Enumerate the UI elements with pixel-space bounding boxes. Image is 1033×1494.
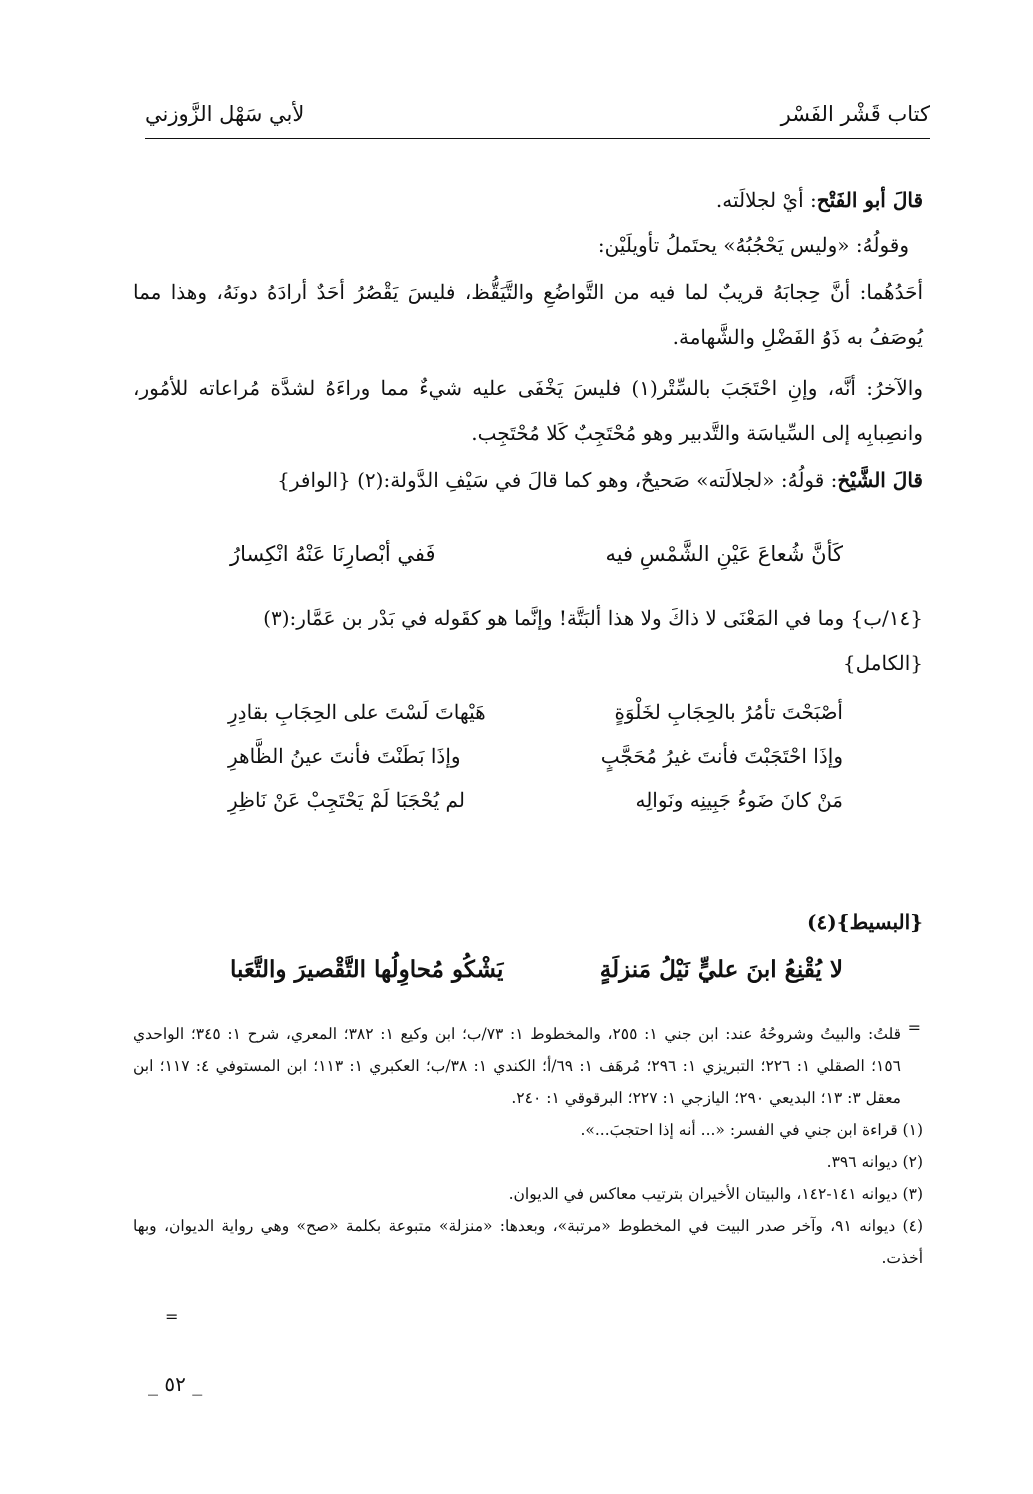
verse-2-line-3 xyxy=(0,788,1033,828)
verse-2-line-2 xyxy=(0,744,1033,784)
paragraph-3: أحَدُهُما: أنَّ حِجابَهُ قريبٌ لما فيه من التَّواضُعِ والتَّيَقُّظ، فليسَ يَقْصُرُ أحَدٌ أرادَهُ دونَهُ، وهذا مما يُوصَفُ به ذَوُ الفَضْلِ والشَّهامة. xyxy=(133,280,923,349)
verse-3-meter: {البسيط}(٤) xyxy=(807,910,923,934)
verse-2-line-2-right: وإذَا احْتَجَبْتَ فأنتَ غيرُ مُحَجَّبٍ xyxy=(600,744,843,768)
running-header xyxy=(145,98,930,139)
verse-2-line-1 xyxy=(0,700,1033,740)
verse-3-first-hemistich: لا يُقْنِعُ ابنَ عليٍّ نَيْلُ مَنزلَةٍ xyxy=(599,956,843,983)
paragraph-5-text: : قولُهُ: «لجلالَته» صَحيحٌ، وهو كما قالَ في سَيْفِ الدَّولة:(٢) {الوافر} xyxy=(277,468,838,492)
footnotes xyxy=(133,1018,923,1274)
verse-2-line-1-left: هَيْهاتَ لَسْتَ على الحِجَابِ بقادِرِ xyxy=(228,700,486,724)
speaker-label: قالَ أبو الفَتْح xyxy=(816,188,923,212)
paragraph-6-block xyxy=(133,596,923,686)
verse-1-first-hemistich: كَأنَّ شُعاعَ عَيْنِ الشَّمْسِ فيه xyxy=(605,542,843,566)
verse-2-line-1-right: أصْبَحْتَ تأمُرُ بالحِجَابِ لخَلْوَةٍ xyxy=(614,700,843,724)
paragraph-6: {١٤/ب} وما في المَعْنَى لا ذاكَ ولا هذا ألبَتَّة! وإنَّما هو كقَوله في بَدْر بن عَمَّار:(٣) xyxy=(263,606,923,630)
footnote-end-mark: = xyxy=(165,1307,179,1326)
footnote-1: (١) قراءة ابن جني في الفسر: «... أنه إذا احتجبَ...». xyxy=(580,1121,923,1139)
footnote-4: (٤) ديوانه ٩١، وآخر صدر البيت في المخطوط «مرتبة»، وبعدها: «منزلة» متبوعة بكلمة «صح» وهي رواية الديوان، وبها أخذت. xyxy=(133,1217,923,1267)
paragraph-4: والآخرُ: أنَّه، وإنِ احْتَجَبَ بالسِّتْر(١) فليسَ يَخْفَى عليه شيءٌ مما وراءَهُ لشدَّة مُراعاته للأمُور، وانصِبابِه إلى السِّياسَة والتَّدبير وهو مُحْتَجِبٌ كَلا مُحْتَجِب. xyxy=(133,376,923,445)
verse-1 xyxy=(0,542,1033,582)
paragraph-5 xyxy=(133,458,923,503)
verse-3-second-hemistich: يَشْكُو مُحاوِلُها التَّقْصيرَ والتَّعَبا xyxy=(230,956,504,983)
page-number: _ ٥٢ _ xyxy=(148,1372,203,1396)
verse-2-line-3-left: لم يُحْجَبَا لَمْ يَحْتَجِبْ عَنْ نَاظِرِ xyxy=(228,788,465,812)
verse-3 xyxy=(0,956,1033,1000)
verse-2-line-3-right: مَنْ كانَ ضَوءُ جَبِينِه ونَوالِه xyxy=(635,788,843,812)
footnote-2: (٢) ديوانه ٣٩٦. xyxy=(826,1153,923,1171)
paragraph-2: وقولُهُ: «وليس يَحْجُبُهُ» يحتَملُ تأويلَيْن: xyxy=(597,233,909,257)
footnote-continuation: قلتُ: والبيتُ وشروحُهُ عند: ابن جني ١: ٢٥٥، والمخطوط ١: ٧٣/ب؛ ابن وكيع ١: ٣٨٢؛ المعري، شرح ١: ٣٤٥؛ الواحدي ١٥٦؛ الصقلي ١: ٢٢٦؛ التبريزي ١: ٢٩٦؛ مُرهَف ١: ٦٩/أ؛ الكندي ١: ٣٨/ب؛ العكبري ١: ١١٣؛ ابن المستوفي ٤: ١١٧؛ ابن معقل ٣: ١٣؛ البديعي ٢٩٠؛ اليازجي ١: ٢٢٧؛ البرقوقي ١: ٢٤٠. xyxy=(133,1025,901,1107)
paragraph-1 xyxy=(133,178,923,223)
verse-1-second-hemistich: فَفي أبْصارِنَا عَنْهُ انْكِسارُ xyxy=(230,542,436,566)
header-author: لأبي سَهْل الزَّوزني xyxy=(145,102,305,126)
paragraph-6-meter: {الكامل} xyxy=(842,651,923,675)
header-book-title: كتاب قَشْر الفَسْر xyxy=(780,102,930,126)
main-text xyxy=(133,178,923,503)
speaker-label-2: قالَ الشَّيْخ xyxy=(837,468,923,492)
footnote-3: (٣) ديوانه ١٤١-١٤٢، والبيتان الأخيران بترتيب معاكس في الديوان. xyxy=(508,1185,923,1203)
verse-2-line-2-left: وإذَا بَطَنْتَ فأنتَ عينُ الظَّاهرِ xyxy=(228,744,461,768)
paragraph-1-text: : أيْ لجلالَته. xyxy=(715,188,817,212)
footnote-continuation-mark: = xyxy=(907,1018,921,1037)
